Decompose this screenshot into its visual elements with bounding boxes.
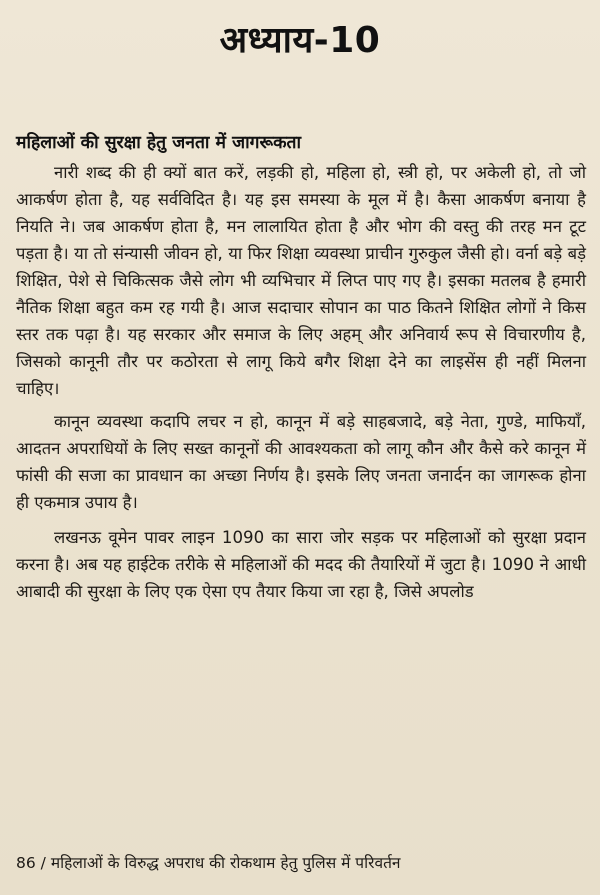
chapter-title: अध्याय-10 xyxy=(219,20,381,61)
page-footer xyxy=(16,851,401,873)
paragraph-3: लखनऊ वूमेन पावर लाइन 1090 का सारा जोर सड़क पर महिलाओं को सुरक्षा प्रदान करना है। अब यह हाईटेक तरीके से महिलाओं की मदद की तैयारियों में जुटा है। 1090 ने आधी आबादी की सुरक्षा के लिए एक ऐसा एप तैयार किया जा रहा है, जिसे अपलोड xyxy=(16,528,586,601)
paragraph-2: कानून व्यवस्था कदापि लचर न हो, कानून में बड़े साहबजादे, बड़े नेता, गुण्डे, माफियाँ, आदतन अपराधियों के लिए सख्त कानूनों की आवश्यकता को लागू कौन और कैसे करे कानून में फांसी की सजा का प्रावधान का अच्छा निर्णय है। इसके लिए जनता जनार्दन का जागरूक होना ही एकमात्र उपाय है। xyxy=(16,412,586,512)
running-book-title: महिलाओं के विरुद्ध अपराध की रोकथाम हेतु पुलिस में परिवर्तन xyxy=(50,854,401,872)
page-number: 86 xyxy=(16,854,36,872)
section-heading: महिलाओं की सुरक्षा हेतु जनता में जागरूकता xyxy=(16,133,302,153)
paragraph-1: नारी शब्द की ही क्यों बात करें, लड़की हो, महिला हो, स्त्री हो, पर अकेली हो, तो जो आकर्षण होता है, यह सर्वविदित है। यह इस समस्या के मूल में है। कैसा आकर्षण बनाया है नियति ने। जब आकर्षण होता है, मन लालायित होता है और भोग की वस्तु की तरह मन टूट पड़ता है। या तो संन्यासी जीवन हो, या फिर शिक्षा व्यवस्था प्राचीन गुरुकुल जैसी हो। वर्ना बड़े बड़े शिक्षित, पेशे से चिकित्सक जैसे लोग भी व्यभिचार में लिप्त पाए गए है। इसका मतलब है हमारी नैतिक शिक्षा बहुत कम रह गयी है। आज सदाचार सोपान का पाठ कितने शिक्षित लोगों ने किस स्तर तक पढ़ा है। यह सरकार और समाज के लिए अहम् और अनिवार्य रूप से विचारणीय है, जिसको कानूनी तौर पर कठोरता से लागू किये बगैर शिक्षा देने का लाइसेंस ही नहीं मिलना चाहिए। xyxy=(16,163,586,398)
footer-separator: / xyxy=(40,854,46,872)
body-text xyxy=(16,159,586,605)
